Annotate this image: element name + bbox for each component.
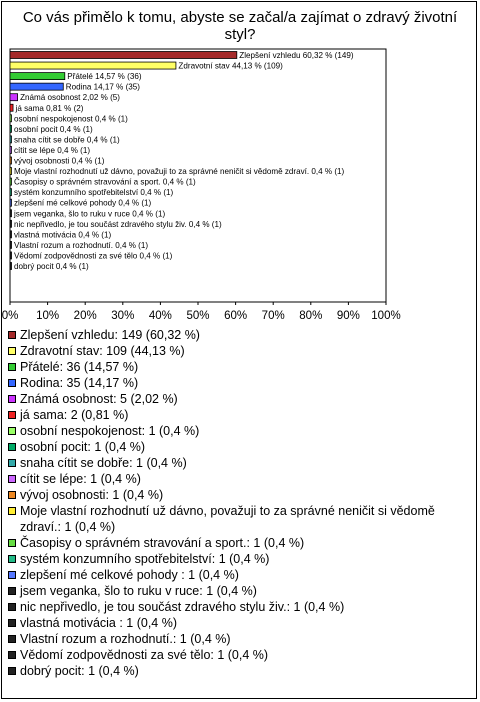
- bar: [10, 146, 12, 153]
- bar: [10, 241, 12, 248]
- legend-swatch: [8, 347, 16, 355]
- bar: [10, 263, 12, 270]
- legend-item: [8, 583, 474, 599]
- bar-label: Časopisy o správném stravování a sport. 0,4 % (1): [14, 177, 196, 187]
- legend-swatch: [8, 331, 16, 339]
- legend-swatch: [8, 619, 16, 627]
- bar: [10, 94, 18, 101]
- legend-item: [8, 487, 474, 503]
- legend-item: [8, 535, 474, 551]
- legend-swatch: [8, 459, 16, 467]
- chart-title: Co vás přimělo k tomu, abyste se začal/a zajímat o zdravý životní styl?: [22, 9, 458, 43]
- bar-label: Vědomí zodpovědnosti za své tělo 0,4 % (1): [14, 251, 173, 261]
- legend-swatch: [8, 571, 16, 579]
- x-tick-label: 30%: [111, 310, 135, 322]
- bar-label: Moje vlastní rozhodnutí už dávno, považuji to za správné neničit si vědomě zdraví. 0,4 % (1): [14, 167, 345, 177]
- legend-label: Zdravotní stav: 109 (44,13 %): [20, 344, 185, 358]
- legend-label: Vlastní rozum a rozhodnutí.: 1 (0,4 %): [20, 632, 231, 646]
- legend-item: [8, 423, 474, 439]
- bar: [10, 210, 12, 217]
- legend-item: [8, 455, 474, 471]
- legend-item: [8, 647, 474, 663]
- bar-label: Přátelé 14,57 % (36): [67, 72, 142, 82]
- legend-item: [8, 439, 474, 455]
- bar-label: zlepšení mé celkové pohody 0,4 % (1): [14, 198, 152, 208]
- x-tick-label: 0%: [1, 310, 19, 322]
- legend-label: Zlepšení vzhledu: 149 (60,32 %): [20, 328, 200, 342]
- x-tick-label: 50%: [186, 310, 210, 322]
- bar-label: Rodina 14,17 % (35): [65, 82, 141, 92]
- bar-label: Vlastní rozum a rozhodnutí. 0,4 % (1): [14, 240, 149, 250]
- legend-item: [8, 663, 474, 679]
- bar-label: dobrý pocit 0,4 % (1): [14, 262, 89, 271]
- bar: [10, 168, 12, 175]
- bar: [10, 231, 12, 238]
- bar-label: Zlepšení vzhledu 60,32 % (149): [239, 51, 354, 60]
- legend-label: osobní nespokojenost: 1 (0,4 %): [20, 424, 200, 438]
- legend-label: Známá osobnost: 5 (2,02 %): [20, 392, 178, 406]
- bar: [10, 189, 12, 196]
- bar-label: nic nepřivedlo, je tou součást zdravého stylu živ. 0,4 % (1): [14, 219, 222, 229]
- legend-swatch: [8, 411, 16, 419]
- legend-item: [8, 343, 474, 359]
- legend-swatch: [8, 651, 16, 659]
- x-tick-label: 80%: [299, 310, 323, 322]
- legend-swatch: [8, 395, 16, 403]
- legend-label: Vědomí zodpovědnosti za své tělo: 1 (0,4 %): [20, 648, 269, 662]
- legend-label: cítit se lépe: 1 (0,4 %): [20, 472, 141, 486]
- legend-item: [8, 503, 474, 535]
- bar-label: vlastná motivácia 0,4 % (1): [14, 230, 112, 240]
- legend-label: vývoj osobnosti: 1 (0,4 %): [20, 488, 164, 502]
- legend-label: dobrý pocit: 1 (0,4 %): [20, 664, 139, 678]
- legend-swatch: [8, 603, 16, 611]
- legend-swatch: [8, 587, 16, 595]
- legend-swatch: [8, 555, 16, 563]
- legend-swatch: [8, 363, 16, 371]
- legend-item: [8, 599, 474, 615]
- legend-label: Rodina: 35 (14,17 %): [20, 376, 139, 390]
- x-tick-label: 60%: [224, 310, 248, 322]
- legend-swatch: [8, 475, 16, 483]
- bar: [10, 125, 12, 132]
- bar-label: snaha cítit se dobře 0,4 % (1): [14, 135, 120, 145]
- legend-swatch: [8, 491, 16, 499]
- bar: [10, 157, 12, 164]
- x-tick-label: 20%: [73, 310, 97, 322]
- bar-label: Zdravotní stav 44,13 % (109): [178, 61, 283, 71]
- bar: [10, 83, 63, 90]
- legend-item: [8, 407, 474, 423]
- legend-swatch: [8, 379, 16, 387]
- legend-swatch: [8, 427, 16, 435]
- bar-label: jsem veganka, šlo to ruku v ruce 0,4 % (1): [14, 209, 166, 219]
- bar-label: cítit se lépe 0,4 % (1): [14, 145, 91, 155]
- legend-item: [8, 375, 474, 391]
- legend-item: [8, 471, 474, 487]
- legend-label: osobní pocit: 1 (0,4 %): [20, 440, 146, 454]
- legend-item: [8, 551, 474, 567]
- legend-item: [8, 327, 474, 343]
- bar: [10, 178, 12, 185]
- bar: [10, 104, 13, 111]
- bar-label: osobní nespokojenost 0,4 % (1): [14, 114, 128, 124]
- legend-swatch: [8, 667, 16, 675]
- legend-swatch: [8, 507, 16, 515]
- legend-label: jsem veganka, šlo to ruku v ruce: 1 (0,4 %): [20, 584, 257, 598]
- legend-label: vlastná motivácia : 1 (0,4 %): [20, 616, 178, 630]
- x-tick-label: 10%: [36, 310, 60, 322]
- legend-label: já sama: 2 (0,81 %): [20, 408, 129, 422]
- legend: [8, 327, 474, 679]
- legend-item: [8, 615, 474, 631]
- bar: [10, 73, 65, 80]
- bar: [10, 199, 12, 206]
- legend-swatch: [8, 635, 16, 643]
- legend-item: [8, 567, 474, 583]
- legend-label: Přátelé: 36 (14,57 %): [20, 360, 139, 374]
- bar: [10, 62, 176, 69]
- bar-label: osobní pocit 0,4 % (1): [14, 124, 93, 134]
- legend-swatch: [8, 539, 16, 547]
- legend-item: [8, 359, 474, 375]
- x-tick-label: 90%: [336, 310, 360, 322]
- legend-label: Časopisy o správném stravování a sport.: 1 (0,4 %): [20, 536, 305, 550]
- bar: [10, 252, 12, 259]
- bar: [10, 115, 12, 122]
- legend-label: snaha cítit se dobře: 1 (0,4 %): [20, 456, 187, 470]
- bar: [10, 220, 12, 227]
- bar-label: já sama 0,81 % (2): [15, 103, 84, 113]
- bar-label: systém konzumního spotřebitelství 0,4 % (1): [14, 188, 174, 198]
- bar-label: Známá osobnost 2,02 % (5): [20, 93, 120, 103]
- legend-item: [8, 631, 474, 647]
- x-tick-label: 70%: [261, 310, 285, 322]
- legend-label: zlepšení mé celkové pohody : 1 (0,4 %): [20, 568, 239, 582]
- bar: [10, 52, 237, 59]
- legend-label: systém konzumního spotřebitelství: 1 (0,4 %): [20, 552, 270, 566]
- bar: [10, 136, 12, 143]
- legend-swatch: [8, 443, 16, 451]
- legend-label: nic nepřivedlo, je tou součást zdravého stylu živ.: 1 (0,4 %): [20, 600, 345, 614]
- x-tick-label: 40%: [148, 310, 172, 322]
- legend-label: Moje vlastní rozhodnutí už dávno, považuji to za správné neničit si vědomě zdraví.: 1 (0,4 %): [20, 504, 435, 534]
- bar-label: vývoj osobnosti 0,4 % (1): [14, 156, 105, 166]
- legend-item: [8, 391, 474, 407]
- x-tick-label: 100%: [371, 310, 401, 322]
